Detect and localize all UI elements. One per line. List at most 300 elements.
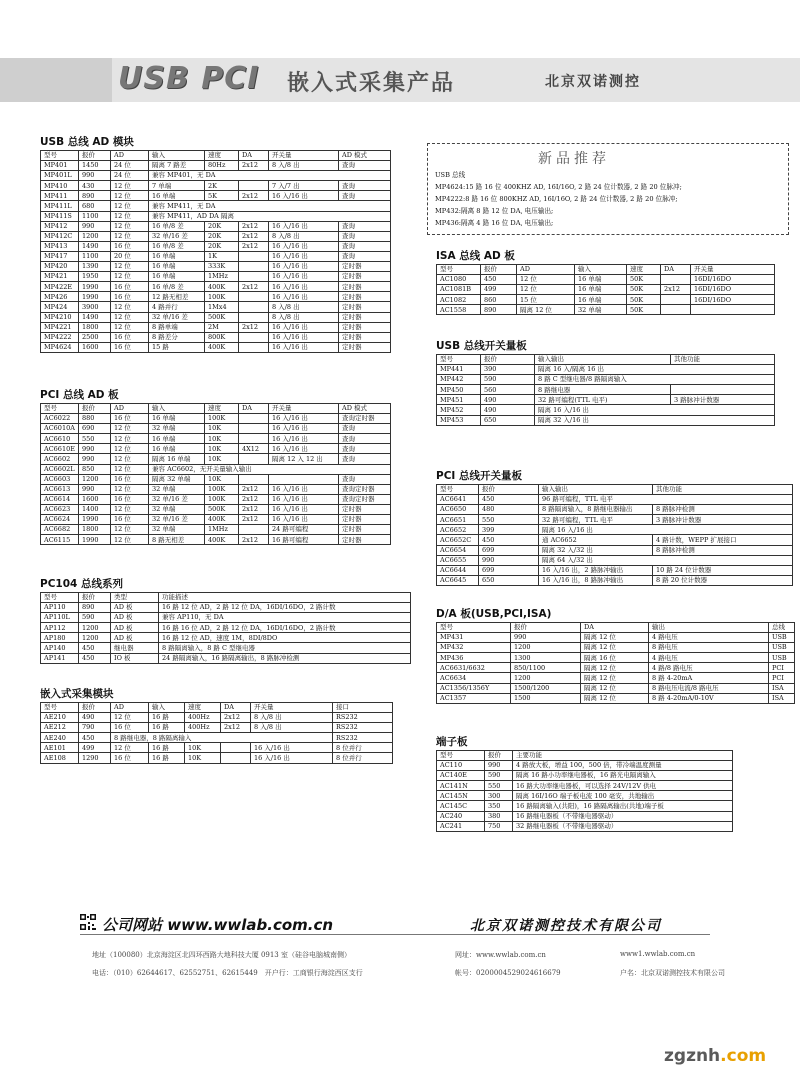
table-cell: AD 板 <box>111 623 159 633</box>
table-cell: AC1357 <box>437 693 511 703</box>
table-cell: 2x12 <box>239 231 269 241</box>
table-row <box>41 623 411 633</box>
table-row <box>437 365 775 375</box>
table-cell: 1MHz <box>205 525 239 535</box>
table-cell: 隔离 12 位 <box>581 643 649 653</box>
table-row <box>437 633 795 643</box>
table-cell: 1500 <box>511 693 581 703</box>
table-cell: 24 路可编程 <box>269 525 339 535</box>
table-cell: 50K <box>627 275 661 285</box>
table-row <box>437 643 795 653</box>
table-cell: 8 路 4-20mA/0-10V <box>649 693 769 703</box>
table-cell: 隔离 64 入/32 出 <box>539 555 793 565</box>
table-row <box>437 761 733 771</box>
table-cell: 4 路计数，WEPP 扩展接口 <box>653 535 793 545</box>
table-cell: 隔离 32 入/32 出 <box>539 545 653 555</box>
table-cell: USB <box>769 653 795 663</box>
table-cell: 1990 <box>79 292 111 302</box>
table-cell: 2x12 <box>661 285 691 295</box>
new-products-box <box>427 143 789 235</box>
table-cell <box>661 295 691 305</box>
table-row <box>41 282 391 292</box>
table-cell: 100K <box>205 494 239 504</box>
table-cell: 16 路 <box>149 713 185 723</box>
table-cell: 隔离 12 位 <box>581 663 649 673</box>
table-cell: 隔离 16 位 <box>581 653 649 663</box>
table-cell: MP426 <box>41 292 79 302</box>
table-cell <box>239 272 269 282</box>
table-cell: AC6010A <box>41 424 79 434</box>
footer-divider <box>80 934 710 935</box>
table-cell <box>239 292 269 302</box>
table-cell: 1800 <box>79 525 111 535</box>
table-cell: AC141N <box>437 781 485 791</box>
watermark <box>664 1046 766 1066</box>
column-header: 接口 <box>333 703 393 713</box>
terminal-table <box>436 750 733 832</box>
column-header: 报价 <box>485 751 513 761</box>
table-cell: 2x12 <box>239 484 269 494</box>
footer-company: 北京双诺测控技术有限公司 <box>470 918 662 934</box>
table-cell: MP412 <box>41 221 79 231</box>
column-header: 输出 <box>649 623 769 633</box>
table-cell: 2x12 <box>239 161 269 171</box>
table-cell: 16 单端 <box>149 444 205 454</box>
table-cell: AC6610E <box>41 444 79 454</box>
new-product-line: MP4624:15 路 16 位 400KHZ AD, 16I/16O, 2 路 24 位计数器, 2 路 20 位脉冲; <box>435 183 682 191</box>
table-cell: 3 路脉冲计数器 <box>653 515 793 525</box>
banner-subtitle: 嵌入式采集产品 <box>287 71 456 96</box>
column-header: 其他功能 <box>671 355 775 365</box>
table-cell: 450 <box>481 275 517 285</box>
table-cell: AC6651 <box>437 515 479 525</box>
table-cell: MP432 <box>437 643 511 653</box>
column-header: 报价 <box>79 151 111 161</box>
table-cell: 通 AC6652 <box>539 535 653 545</box>
table-cell: 16 路 <box>149 753 185 763</box>
table-cell: 8 路继电器，8 路隔离输入 <box>111 733 333 743</box>
section-pci-io <box>436 470 793 586</box>
section-pc104 <box>40 578 411 664</box>
column-header: 报价 <box>79 404 111 414</box>
table-cell: 10K <box>205 474 239 484</box>
table-cell: AP112 <box>41 623 79 633</box>
table-cell: 8 路脉冲检测 <box>653 545 793 555</box>
table-cell: AC240 <box>437 811 485 821</box>
table-cell: 1490 <box>79 241 111 251</box>
table-cell: MP411 <box>41 191 79 201</box>
column-header: DA <box>239 404 269 414</box>
column-header: 输入 <box>575 265 627 275</box>
table-cell: 1500/1200 <box>511 683 581 693</box>
table-cell: 16DI/16DO <box>691 275 775 285</box>
column-header: 报价 <box>481 265 517 275</box>
table-cell: MP417 <box>41 251 79 261</box>
table-cell: 12 位 <box>111 444 149 454</box>
table-cell: 12 位 <box>111 434 149 444</box>
table-cell: 1200 <box>511 673 581 683</box>
table-cell <box>239 262 269 272</box>
banner-title: USB PCI <box>118 61 260 96</box>
table-cell: 96 路可编程，TTL 电平 <box>539 495 793 505</box>
table-cell: 隔离 12 位 <box>581 673 649 683</box>
table-cell: 10K <box>185 743 221 753</box>
table-row <box>437 693 795 703</box>
table-cell: 16 入/16 出 <box>269 494 339 504</box>
column-header: AD <box>111 151 149 161</box>
table-cell: 300 <box>485 791 513 801</box>
table-cell: AC6610 <box>41 434 79 444</box>
table-cell: 333K <box>205 262 239 272</box>
table-cell <box>671 385 775 395</box>
table-cell: 2K <box>205 181 239 191</box>
section-title: ISA 总线 AD 板 <box>436 250 515 262</box>
table-cell: 450 <box>79 653 111 663</box>
table-cell: 兼容 AC6602，无开关量输入输出 <box>149 464 391 474</box>
table-cell: 3 路脉冲计数器 <box>671 395 775 405</box>
table-cell: 480 <box>479 505 539 515</box>
table-cell: 12 位 <box>111 504 149 514</box>
table-cell: 32 单端 <box>149 424 205 434</box>
table-cell: 16 单/8 差 <box>149 282 205 292</box>
table-cell: 850/1100 <box>511 663 581 673</box>
column-header: 开关量 <box>691 265 775 275</box>
table-cell: 399 <box>479 525 539 535</box>
table-cell: 查询 <box>339 241 391 251</box>
table-cell: 16 入/16 出 <box>269 272 339 282</box>
table-cell: 12 位 <box>111 262 149 272</box>
table-cell: 12 位 <box>111 312 149 322</box>
header-banner <box>0 58 800 102</box>
table-cell: 16 入/16 出 <box>269 424 339 434</box>
table-cell: 16 位 <box>111 282 149 292</box>
table-cell: 16 单端 <box>149 414 205 424</box>
table-cell: 定时器 <box>339 322 391 332</box>
table-cell: 400K <box>205 535 239 545</box>
table-cell: 查询 <box>339 444 391 454</box>
table-cell: 兼容 AP110，无 DA <box>159 613 411 623</box>
table-cell: 80Hz <box>205 161 239 171</box>
table-cell: AC6614 <box>41 494 79 504</box>
table-cell: 4 路电压 <box>649 633 769 643</box>
table-row <box>41 302 391 312</box>
table-cell <box>661 275 691 285</box>
table-cell: 定时器 <box>339 292 391 302</box>
table-cell: 390 <box>481 365 535 375</box>
column-header: 其他功能 <box>653 485 793 495</box>
table-cell: AC145C <box>437 801 485 811</box>
table-cell: 隔离 16 入/16 出 <box>535 405 775 415</box>
table-cell: 32 路可编程，TTL 电平 <box>539 515 653 525</box>
table-cell: 查询 <box>339 474 391 484</box>
table-row <box>437 555 793 565</box>
table-cell: 15 路 <box>149 342 205 352</box>
table-row <box>41 211 391 221</box>
table-cell: MP410 <box>41 181 79 191</box>
table-cell: 5K <box>205 191 239 201</box>
table-row <box>41 292 391 302</box>
table-cell: 兼容 MP411，AD DA 隔离 <box>149 211 391 221</box>
table-cell: RS232 <box>333 723 393 733</box>
table-header-row <box>437 623 795 633</box>
section-usb-io <box>436 340 775 426</box>
table-cell <box>239 525 269 535</box>
table-cell: 12 位 <box>111 525 149 535</box>
section-pci-ad <box>40 389 391 545</box>
table-cell: 16 路 12 位 AD，速度 1M，8DI/8DO <box>159 633 411 643</box>
table-header-row <box>41 151 391 161</box>
table-cell: 4 路电压 <box>649 653 769 663</box>
table-cell: 16 路 <box>149 723 185 733</box>
table-cell: 16 入/16 出 <box>269 251 339 261</box>
table-cell: 100K <box>205 484 239 494</box>
table-cell: 1950 <box>79 272 111 282</box>
table-row <box>41 613 411 623</box>
table-cell: 16 入/16 出 <box>269 241 339 251</box>
table-cell: 1390 <box>79 262 111 272</box>
table-row <box>41 251 391 261</box>
table-cell: AC6624 <box>41 515 79 525</box>
table-row <box>41 231 391 241</box>
section-title: USB 总线开关量板 <box>436 340 527 352</box>
table-cell: 8 路 C 型继电器/8 路隔离输入 <box>535 375 775 385</box>
table-cell: 16 位 <box>111 474 149 484</box>
table-cell: 450 <box>79 733 111 743</box>
new-product-line: MP436:隔离 4 路 16 位 DA, 电压输出; <box>435 219 554 227</box>
column-header: AD <box>111 703 149 713</box>
table-cell: 1200 <box>79 231 111 241</box>
table-cell <box>239 181 269 191</box>
table-row <box>41 603 411 613</box>
column-header: 输入 <box>149 703 185 713</box>
table-cell: RS232 <box>333 733 393 743</box>
table-cell: 10K <box>205 454 239 464</box>
table-row <box>437 545 793 555</box>
table-cell: MP412C <box>41 231 79 241</box>
table-cell: 16 入/16 出 <box>269 342 339 352</box>
table-cell: AC241 <box>437 821 485 831</box>
table-cell: 16 入/16 出 <box>269 282 339 292</box>
table-row <box>437 285 775 295</box>
column-header: DA <box>221 703 251 713</box>
table-cell: 16 单端 <box>575 275 627 285</box>
table-cell: 1100 <box>79 251 111 261</box>
table-cell: 850 <box>79 464 111 474</box>
column-header: 速度 <box>185 703 221 713</box>
table-row <box>437 415 775 425</box>
table-cell: 4 路放大板，增益 100，500 倍，带冷端温度测量 <box>513 761 733 771</box>
table-cell: 32 单/16 差 <box>149 312 205 322</box>
table-row <box>437 653 795 663</box>
table-row <box>437 375 775 385</box>
table-cell: 400K <box>205 342 239 352</box>
table-row <box>41 743 393 753</box>
table-cell: 隔离 32 单端 <box>149 474 205 484</box>
column-header: 型号 <box>437 751 485 761</box>
table-cell: 20K <box>205 221 239 231</box>
table-cell: AP110 <box>41 603 79 613</box>
banner-company: 北京双诺测控 <box>545 74 641 90</box>
table-cell: AC6652 <box>437 525 479 535</box>
table-row <box>437 811 733 821</box>
section-title: PCI 总线 AD 板 <box>40 389 119 401</box>
table-cell: 16 位 <box>111 494 149 504</box>
table-header-row <box>41 404 391 414</box>
table-cell: 16 单/8 差 <box>149 221 205 231</box>
table-row <box>437 515 793 525</box>
table-row <box>41 201 391 211</box>
usb-io-table <box>436 354 775 426</box>
column-header: 型号 <box>437 623 511 633</box>
table-row <box>41 312 391 322</box>
table-row <box>41 525 391 535</box>
table-cell: 650 <box>479 575 539 585</box>
table-cell: 8 路继电器 <box>535 385 671 395</box>
table-cell: 50K <box>627 305 661 315</box>
table-header-row <box>437 265 775 275</box>
table-cell: 1400 <box>79 504 111 514</box>
table-cell: 8 位并行 <box>333 743 393 753</box>
table-cell: 查询定时器 <box>339 414 391 424</box>
table-cell: AE101 <box>41 743 79 753</box>
table-cell: AP141 <box>41 653 79 663</box>
table-cell: AC6613 <box>41 484 79 494</box>
table-cell: 查询 <box>339 181 391 191</box>
table-cell: 16 单端 <box>575 285 627 295</box>
table-cell: AC145N <box>437 791 485 801</box>
table-cell: 12 位 <box>111 302 149 312</box>
table-cell: 450 <box>479 495 539 505</box>
footer-account-name: 户名：北京双诺测控技术有限公司 <box>620 969 725 977</box>
table-cell: USB <box>769 633 795 643</box>
table-cell: 2x12 <box>239 504 269 514</box>
table-cell: 定时器 <box>339 282 391 292</box>
table-cell: 699 <box>479 545 539 555</box>
new-product-line: MP4222:8 路 16 位 800KHZ AD, 16I/16O, 2 路 24 位计数器, 2 路 20 位脉冲; <box>435 195 678 203</box>
table-cell: AD 板 <box>111 603 159 613</box>
table-cell: AE212 <box>41 723 79 733</box>
table-row <box>41 434 391 444</box>
table-cell: 400K <box>205 282 239 292</box>
section-title: PCI 总线开关量板 <box>436 470 522 482</box>
table-cell: 450 <box>479 535 539 545</box>
table-cell: 2x12 <box>239 515 269 525</box>
table-cell: 查询 <box>339 191 391 201</box>
table-cell: 12 位 <box>111 743 149 753</box>
table-cell: AC6631/6632 <box>437 663 511 673</box>
table-cell: 32 路可编程(TTL 电平) <box>535 395 671 405</box>
column-header: 开关量 <box>269 404 339 414</box>
table-cell: 400Hz <box>185 723 221 733</box>
column-header: 输入 <box>149 151 205 161</box>
table-cell <box>239 414 269 424</box>
table-cell <box>239 424 269 434</box>
table-cell: 690 <box>79 424 111 434</box>
table-cell: MP451 <box>437 395 481 405</box>
table-cell: 650 <box>481 415 535 425</box>
column-header: 型号 <box>437 485 479 495</box>
column-header: AD 模式 <box>339 404 391 414</box>
table-row <box>437 535 793 545</box>
column-header: 报价 <box>479 485 539 495</box>
table-cell: MP452 <box>437 405 481 415</box>
table-row <box>437 495 793 505</box>
table-cell: 12 位 <box>517 285 575 295</box>
column-header: 报价 <box>79 703 111 713</box>
table-cell: 990 <box>79 171 111 181</box>
table-cell: MP4624 <box>41 342 79 352</box>
table-cell: 500K <box>205 312 239 322</box>
table-cell: 990 <box>79 484 111 494</box>
table-cell: 2x12 <box>239 322 269 332</box>
column-header: 类型 <box>111 593 159 603</box>
table-row <box>41 181 391 191</box>
table-cell: 16 位 <box>111 241 149 251</box>
table-cell: 16 单端 <box>575 295 627 305</box>
table-cell: 450 <box>79 643 111 653</box>
table-cell: AD 板 <box>111 633 159 643</box>
table-cell: 430 <box>79 181 111 191</box>
table-cell: 16 路继电器板（不带继电器驱动） <box>513 811 733 821</box>
table-cell: AC6602L <box>41 464 79 474</box>
table-cell: 350 <box>485 801 513 811</box>
table-row <box>437 673 795 683</box>
table-cell: 16 入/16 出 <box>269 444 339 454</box>
table-cell <box>239 474 269 484</box>
table-row <box>41 484 391 494</box>
table-row <box>41 494 391 504</box>
section-embedded <box>40 688 393 764</box>
column-header: AD 模式 <box>339 151 391 161</box>
qr-code-icon <box>80 914 96 930</box>
table-cell: 16DI/16DO <box>691 285 775 295</box>
table-cell: 查询定时器 <box>339 484 391 494</box>
table-cell <box>239 312 269 322</box>
table-cell: 8 入/8 出 <box>269 312 339 322</box>
table-cell: 隔离 12 入 12 出 <box>269 454 339 464</box>
table-cell: 699 <box>479 565 539 575</box>
table-cell: 50K <box>627 285 661 295</box>
table-cell: 查询 <box>339 231 391 241</box>
table-cell: MP420 <box>41 262 79 272</box>
table-row <box>41 454 391 464</box>
table-cell: 16 入/16 出 <box>269 332 339 342</box>
column-header: 速度 <box>205 151 239 161</box>
table-cell: AE210 <box>41 713 79 723</box>
table-cell <box>691 305 775 315</box>
column-header: 速度 <box>205 404 239 414</box>
table-cell: 50K <box>627 295 661 305</box>
column-header: 速度 <box>627 265 661 275</box>
table-cell: 16 单端 <box>149 251 205 261</box>
table-cell: 16 入/16 出 <box>269 484 339 494</box>
table-cell: ISA <box>769 693 795 703</box>
table-cell: 2x12 <box>239 282 269 292</box>
table-cell: 隔离 12 位 <box>581 693 649 703</box>
table-row <box>41 221 391 231</box>
table-cell: AP110L <box>41 613 79 623</box>
table-cell: 790 <box>79 723 111 733</box>
table-cell: 1800 <box>79 322 111 332</box>
footer-web2: www1.wwlab.com.cn <box>620 950 696 958</box>
table-cell: 定时器 <box>339 262 391 272</box>
table-cell <box>239 454 269 464</box>
table-row <box>437 505 793 515</box>
table-cell: 12 位 <box>111 211 149 221</box>
column-header: DA <box>661 265 691 275</box>
column-header: 开关量 <box>251 703 333 713</box>
table-row <box>41 723 393 733</box>
